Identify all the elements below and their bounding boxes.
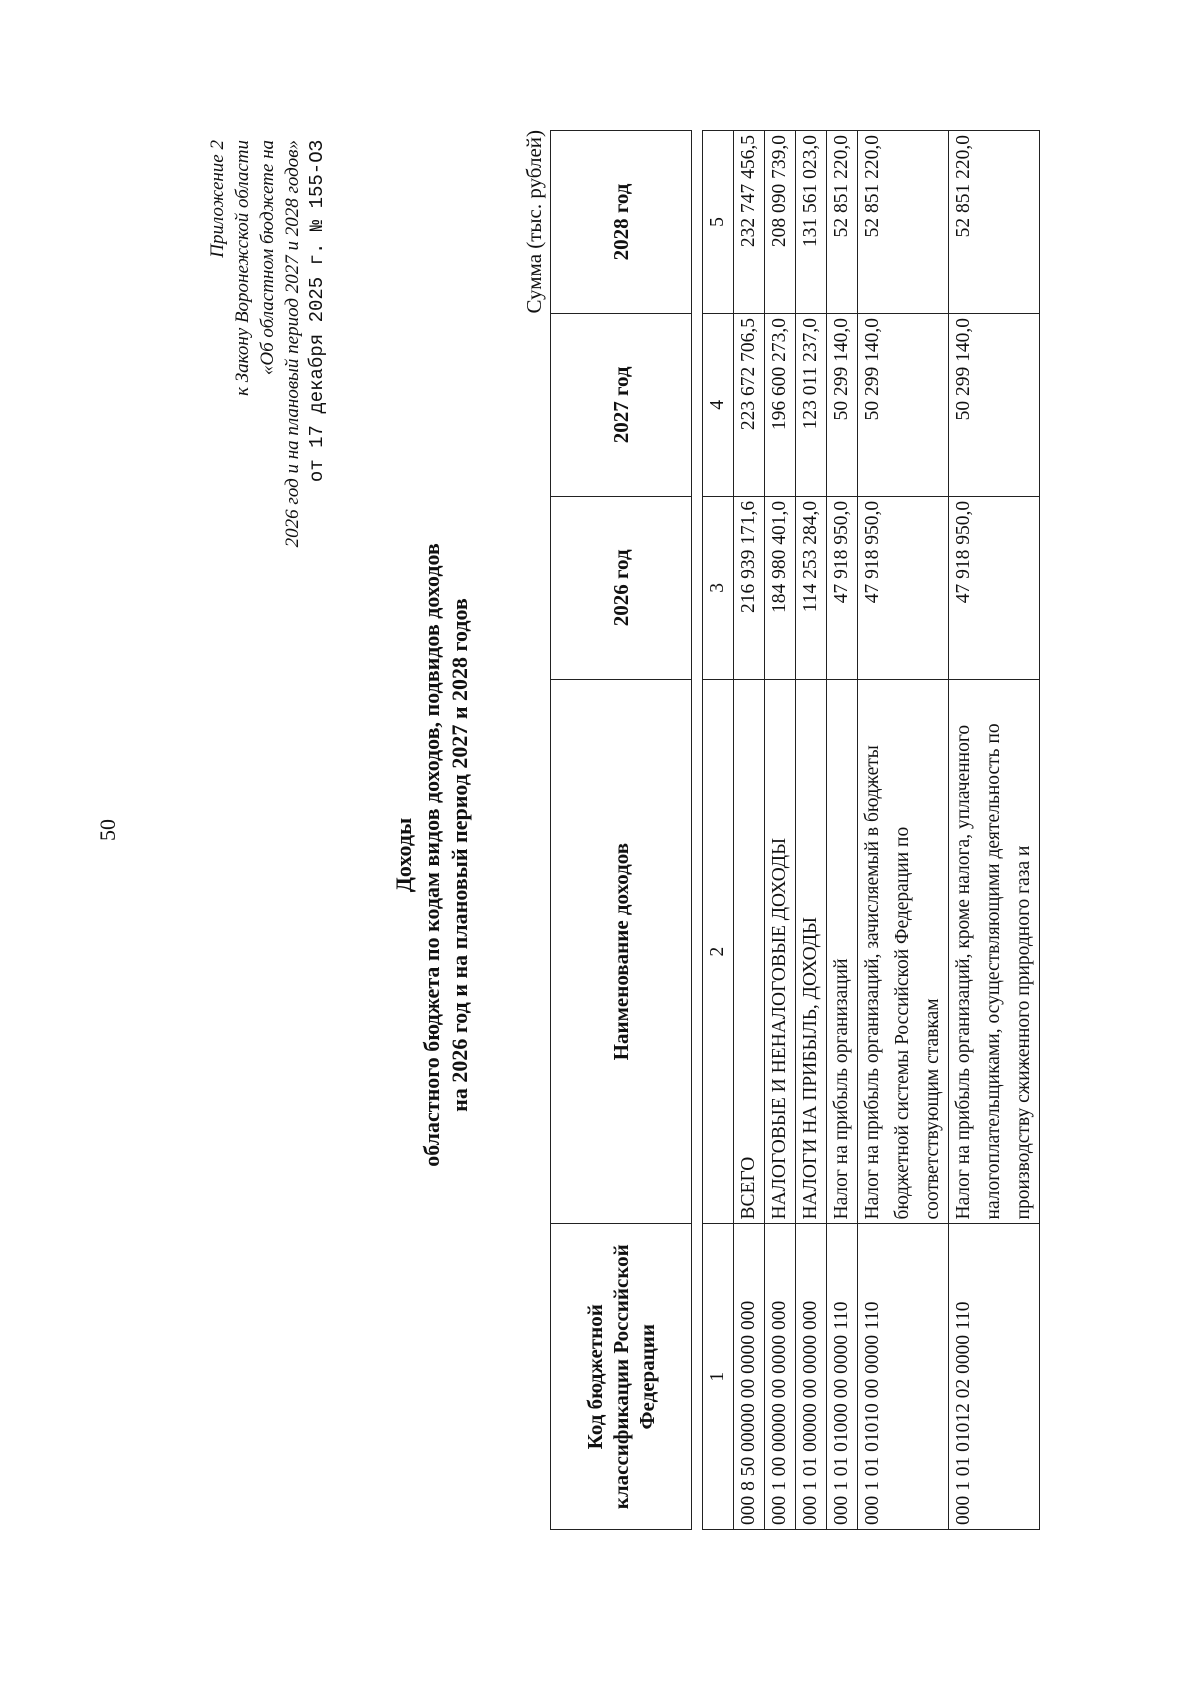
title-line: на 2026 год и на плановый период 2027 и 2028 годов [447, 598, 472, 1112]
amount-2028: 52 851 220,0 [827, 131, 858, 314]
amount-2026: 216 939 171,6 [734, 496, 765, 679]
amount-2028: 52 851 220,0 [949, 131, 1040, 314]
table-row [765, 131, 796, 1530]
amount-2028: 131 561 023,0 [796, 131, 827, 314]
amount-2026: 47 918 950,0 [949, 496, 1040, 679]
amount-2027: 50 299 140,0 [949, 313, 1040, 496]
budget-code: 000 1 01 01000 00 0000 110 [827, 1224, 858, 1530]
amount-2027: 196 600 273,0 [765, 313, 796, 496]
table-row [796, 131, 827, 1530]
amount-2028: 232 747 456,5 [734, 131, 765, 314]
amount-2026: 114 253 284,0 [796, 496, 827, 679]
table-row [858, 131, 949, 1530]
law-reference: от 17 декабря 2025 г. № 155-ОЗ [306, 140, 328, 483]
header-2026: 2026 год [551, 496, 692, 679]
budget-code: 000 1 00 00000 00 0000 000 [765, 1224, 796, 1530]
amount-2026: 184 980 401,0 [765, 496, 796, 679]
amount-2028: 52 851 220,0 [858, 131, 949, 314]
column-number: 5 [703, 131, 734, 314]
table-row [827, 131, 858, 1530]
column-number-row [703, 131, 734, 1530]
amount-2026: 47 918 950,0 [827, 496, 858, 679]
revenue-name: НАЛОГИ НА ПРИБЫЛЬ, ДОХОДЫ [796, 679, 827, 1224]
revenue-name: Налог на прибыль организаций, кроме налога, уплаченного налогоплательщиками, осуществляющими деятельность по производству сжиженного природного газа и [949, 679, 1040, 1224]
revenue-name: ВСЕГО [734, 679, 765, 1224]
column-number: 3 [703, 496, 734, 679]
budget-code: 000 1 01 00000 00 0000 000 [796, 1224, 827, 1530]
appendix-line: Приложение 2 [207, 140, 228, 258]
table-row [949, 131, 1040, 1530]
header-name: Наименование доходов [551, 679, 692, 1224]
appendix-line: «Об областном бюджете на [257, 140, 278, 376]
column-number: 2 [703, 679, 734, 1224]
amount-2027: 123 011 237,0 [796, 313, 827, 496]
title-line: Доходы [391, 817, 416, 893]
appendix-header [205, 140, 330, 780]
column-number: 1 [703, 1224, 734, 1530]
table-header [550, 130, 692, 1530]
title-line: областного бюджета по кодам видов доходов, подвидов доходов [419, 543, 444, 1167]
appendix-line: к Закону Воронежской области [232, 140, 253, 396]
document-title [390, 325, 474, 1385]
budget-code: 000 1 01 01010 00 0000 110 [858, 1224, 949, 1530]
amount-2027: 50 299 140,0 [827, 313, 858, 496]
amount-2026: 47 918 950,0 [858, 496, 949, 679]
revenue-name: Налог на прибыль организаций [827, 679, 858, 1224]
revenue-table [702, 130, 1040, 1530]
budget-code: 000 8 50 00000 00 0000 000 [734, 1224, 765, 1530]
revenue-name: НАЛОГОВЫЕ И НЕНАЛОГОВЫЕ ДОХОДЫ [765, 679, 796, 1224]
header-2028: 2028 год [551, 131, 692, 314]
page-number: 50 [95, 819, 120, 841]
header-code: Код бюджетной классификации Российской Федерации [551, 1224, 692, 1530]
amount-2027: 50 299 140,0 [858, 313, 949, 496]
budget-code: 000 1 01 01012 02 0000 110 [949, 1224, 1040, 1530]
header-2027: 2027 год [551, 313, 692, 496]
amount-2027: 223 672 706,5 [734, 313, 765, 496]
column-number: 4 [703, 313, 734, 496]
table-row [734, 131, 765, 1530]
units-label: Сумма (тыс. рублей) [522, 130, 546, 314]
amount-2028: 208 090 739,0 [765, 131, 796, 314]
revenue-name: Налог на прибыль организаций, зачисляемый в бюджеты бюджетной системы Российской Федерации по соответствующим ставкам [858, 679, 949, 1224]
appendix-line: 2026 год и на плановый период 2027 и 2028 годов» [282, 140, 303, 548]
